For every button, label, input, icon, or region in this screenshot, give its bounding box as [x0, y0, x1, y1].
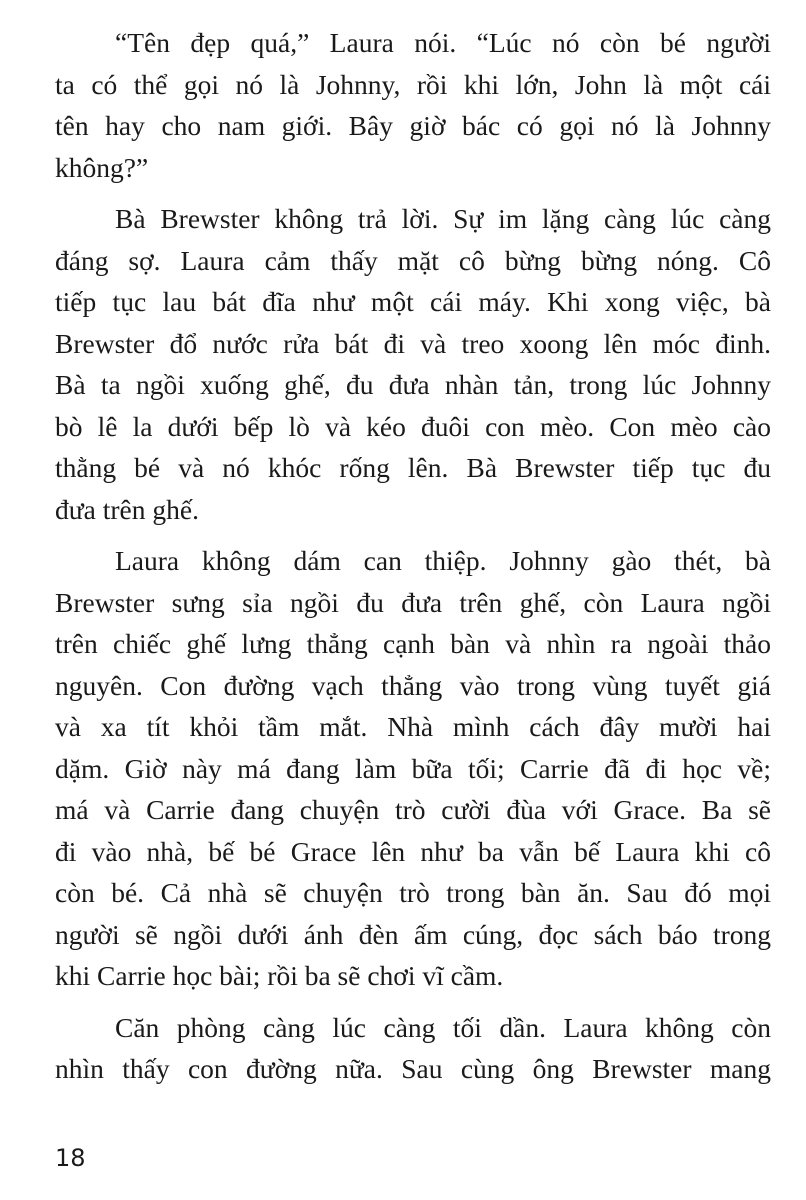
text-line: Bà Brewster không trả lời. Sự im lặng càng lúc càng: [115, 203, 771, 234]
text-line: đi vào nhà, bế bé Grace lên như ba vẫn bế Laura khi cô: [55, 835, 771, 867]
text-line: tên hay cho nam giới. Bây giờ bác có gọi nó là Johnny: [55, 110, 771, 141]
text-line: trên chiếc ghế lưng thẳng cạnh bàn và nhìn ra ngoài thảo: [55, 628, 771, 659]
text-line: người sẽ ngồi dưới ánh đèn ấm cúng, đọc sách báo trong: [55, 918, 771, 950]
text-line: nhìn thấy con đường nữa. Sau cùng ông Brewster mang: [55, 1053, 771, 1084]
text-line: thằng bé và nó khóc rống lên. Bà Brewster tiếp tục đu: [55, 452, 771, 483]
page-number: 18: [55, 1144, 86, 1172]
text-line: còn bé. Cả nhà sẽ chuyện trò trong bàn ăn. Sau đó mọi: [55, 877, 771, 908]
paragraph: [55, 540, 771, 997]
paragraph: [55, 1007, 771, 1090]
text-line: dặm. Giờ này má đang làm bữa tối; Carrie đã đi học về;: [55, 752, 771, 784]
text-line: ta có thể gọi nó là Johnny, rồi khi lớn, John là một cái: [55, 68, 771, 100]
book-page-text: [55, 22, 771, 1100]
text-line: Căn phòng càng lúc càng tối dần. Laura không còn: [115, 1011, 771, 1043]
text-line: Laura không dám can thiệp. Johnny gào thét, bà: [115, 545, 771, 576]
text-line: nguyên. Con đường vạch thẳng vào trong vùng tuyết giá: [55, 669, 771, 701]
text-line: và xa tít khỏi tầm mắt. Nhà mình cách đây mười hai: [55, 711, 771, 742]
text-line: Bà ta ngồi xuống ghế, đu đưa nhàn tản, trong lúc Johnny: [55, 369, 771, 400]
paragraph: [55, 22, 771, 188]
text-line: Brewster sưng sỉa ngồi đu đưa trên ghế, còn Laura ngồi: [55, 586, 771, 618]
text-line: “Tên đẹp quá,” Laura nói. “Lúc nó còn bé người: [115, 27, 771, 58]
text-line: đưa trên ghế.: [55, 493, 199, 525]
text-line: không?”: [55, 151, 149, 183]
text-line: má và Carrie đang chuyện trò cười đùa với Grace. Ba sẽ: [55, 794, 771, 825]
text-line: tiếp tục lau bát đĩa như một cái máy. Khi xong việc, bà: [55, 286, 771, 317]
text-line: Brewster đổ nước rửa bát đi và treo xoong lên móc đinh.: [55, 327, 771, 359]
text-line: đáng sợ. Laura cảm thấy mặt cô bừng bừng nóng. Cô: [55, 244, 771, 276]
text-line: bò lê la dưới bếp lò và kéo đuôi con mèo. Con mèo cào: [55, 410, 771, 442]
text-line: khi Carrie học bài; rồi ba sẽ chơi vĩ cầm.: [55, 960, 504, 991]
paragraph: [55, 198, 771, 530]
